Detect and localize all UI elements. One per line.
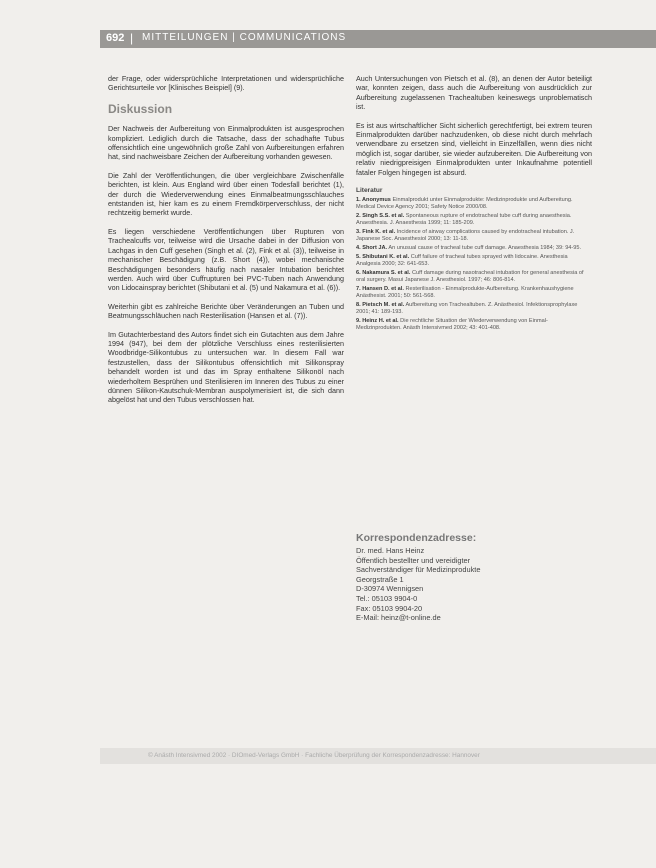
reference-item: [356, 245, 592, 252]
reference-item: [356, 318, 592, 332]
address-line: E-Mail: heinz@t-online.de: [356, 613, 441, 623]
address-line: Dr. med. Hans Heinz: [356, 546, 425, 555]
body-paragraph: Auch Untersuchungen von Pietsch et al. (8), an denen der Autor beteiligt war, konnten zeigen, dass auch die Aufbereitung von ausdrücklich zur Aufbereitung zugelassenen Trachealtuben keineswegs unproblematisch ist.: [356, 74, 592, 112]
body-paragraph: Es ist aus wirtschaftlicher Sicht sicherlich gerechtfertigt, bei extrem teuren Einmalprodukten darüber nachzudenken, ob diese nicht durch mehrfach verwendbare zu ersetzen sind, vielleicht in Einzelfällen, wenn dies nicht möglich ist, sogar darüber, sie wieder aufzubereiten. Die Aufbereitung von relativ niedrigpreisigen Einmalprodukten unter Inkaufnahme potentiell fataler Folgen hingegen ist absurd.: [356, 120, 592, 177]
reference-item: [356, 286, 592, 300]
reference-lead: 9. Heinz H. et al.: [356, 318, 399, 325]
reference-lead: 7. Hansen D. et al.: [356, 286, 404, 293]
reference-text: Aufbereitung von Trachealtuben. Z. Anästhesiol. Infektionsprophylaxe 2001; 41: 189-193.: [356, 302, 578, 316]
body-paragraph: Weiterhin gibt es zahlreiche Berichte über Veränderungen an Tuben und Beatmungsschläuchen nach Resterilisation (Hansen et al. (7)).: [108, 301, 344, 321]
left-column: [108, 74, 344, 414]
body-paragraph: Die Zahl der Veröffentlichungen, die über vergleichbare Zwischenfälle berichten, ist klein. Aus England wird über einen Todesfall berichtet (1), der durch die Wiederverwendung eines Einmalbeatmungsschlauches entstanden ist, hier kam es zu einem Fremdkörperverschluss, der nicht rechtzeitig bemerkt wurde.: [108, 170, 344, 218]
reference-item: [356, 254, 592, 268]
body-paragraph: Der Nachweis der Aufbereitung von Einmalprodukten ist ausgesprochen kompliziert. Lediglich durch die Tatsache, dass der schadhafte Tubus offensichtlich eine ungewöhnlich große Zahl von Aufbereitungen erfahren hat, sind nachweisbare Zeichen der Aufbereitung vorhanden gewesen.: [108, 124, 344, 162]
page-header: [100, 30, 656, 48]
reference-lead: 8. Pietsch M. et al.: [356, 302, 405, 309]
reference-text: Incidence of airway complications caused by endotracheal intubation. J. Japanese Soc. Anaesthesiol 2000; 13: 11-18.: [356, 229, 575, 243]
footer-text: © Anästh Intensivmed 2002 · DIOmed-Verlags GmbH · Fachliche Überprüfung der Korrespondenzadresse: Hannover: [148, 752, 480, 759]
correspondence-heading: Korrespondenzadresse:: [356, 532, 477, 544]
address-line: Öffentlich bestellter und vereidigter: [356, 555, 471, 565]
reference-lead: 3. Fink K. et al.: [356, 229, 396, 236]
header-separator: |: [130, 31, 134, 45]
reference-text: Spontaneous rupture of endotracheal tube cuff during anaesthesia. Anaesthesia. J. Anaesthesia 1999; 11: 185-209.: [356, 213, 572, 227]
reference-item: [356, 229, 592, 243]
body-paragraph: Im Gutachterbestand des Autors findet sich ein Gutachten aus dem Jahre 1994 (947), bei dem der plötzliche Verschluss eines resterilisierten Woodbridge-Silikontubus zu untersuchen war. In diesem Fall war festzustellen, dass der Silikontubus offensichtlich mit Silikonspray behandelt worden ist und das im Spray enthaltene Silikonöl nach wiederholtem Besprühen und Sterilisieren im Inneren des Tubus zu einer dünnen Silikon-Kautschuk-Membran auspolymerisiert ist, die sich dann abgelöst hat und den Tubus verschlossen hat.: [108, 329, 344, 405]
reference-lead: 6. Nakamura S. et al.: [356, 270, 411, 277]
references-heading: Literatur: [356, 187, 383, 195]
reference-lead: 2. Singh S.S. et al.: [356, 213, 405, 220]
address-line: Tel.: 05103 9904-0: [356, 593, 418, 603]
right-column: [356, 74, 592, 334]
reference-item: [356, 197, 592, 211]
intro-paragraph: der Frage, oder widersprüchliche Interpretationen und widersprüchliche Gerichtsurteile vor [Klinisches Beispiel] (9).: [108, 74, 344, 93]
reference-text: Die rechtliche Situation der Wiederverwendung von Einmal-Medizinprodukten. Anästh Intensivmed 2002; 43: 401-408.: [356, 318, 548, 332]
reference-text: Einmalprodukt unter Einmalprodukte: Medizinprodukte und Aufbereitung. Medical Device Agency 2001; Safety Notice 2000/08.: [356, 197, 573, 211]
page-footer: [100, 748, 656, 764]
address-line: Georgstraße 1: [356, 574, 404, 584]
reference-lead: 5. Shibutani K. et al.: [356, 254, 410, 261]
body-paragraph: Es liegen verschiedene Veröffentlichungen über Rupturen von Trachealcuffs vor, teilweise wird die Ursache dabei in der Diffusion von Lachgas in den Cuff gesehen (Singh et al. (2), Fink et al. (3)), teilweise in mechanischer Beschädigung (z.B. Short (4)), wobei mechanische Beschädigungen besonders häufig nach nasaler Intubation berichtet werden. Auch wird über Cuffrupturen bei PVC-Tuben nach Anwendung von Lidocainspray berichtet (Shibutani et al. (5) und Nakamura et al. (6)).: [108, 226, 344, 293]
address-line: Fax: 05103 9904-20: [356, 603, 423, 613]
reference-item: [356, 213, 592, 227]
address-line: Sachverständiger für Medizinprodukte: [356, 565, 481, 575]
section-title: MITTEILUNGEN | COMMUNICATIONS: [142, 32, 347, 43]
page-number: 692: [106, 32, 125, 44]
correspondence-address: [356, 546, 480, 623]
reference-text: An unusual cause of tracheal tube cuff damage. Anaesthesia 1984; 39: 94-95.: [388, 245, 582, 252]
reference-item: [356, 270, 592, 284]
reference-list: [356, 197, 592, 332]
discussion-heading: Diskussion: [108, 101, 173, 116]
address-line: D-30974 Wennigsen: [356, 584, 424, 594]
reference-text: Cuff failure of tracheal tubes sprayed with lidocaine. Anesthesia Analgesia 2000; 32: 641-653.: [356, 254, 568, 268]
reference-lead: 1. Anonymus: [356, 197, 391, 204]
reference-text: Resterilisation - Einmalprodukte-Aufbereitung. Krankenhaushygiene Anästhesist. 2001; 50: 561-568.: [356, 286, 574, 300]
reference-item: [356, 302, 592, 316]
reference-lead: 4. Short JA.: [356, 245, 388, 252]
reference-text: Cuff damage during nasotracheal intubation for general anesthesia of oral surgery. Masui Japanese J. Anesthesiol. 1997; 46: 806-814.: [356, 270, 584, 284]
